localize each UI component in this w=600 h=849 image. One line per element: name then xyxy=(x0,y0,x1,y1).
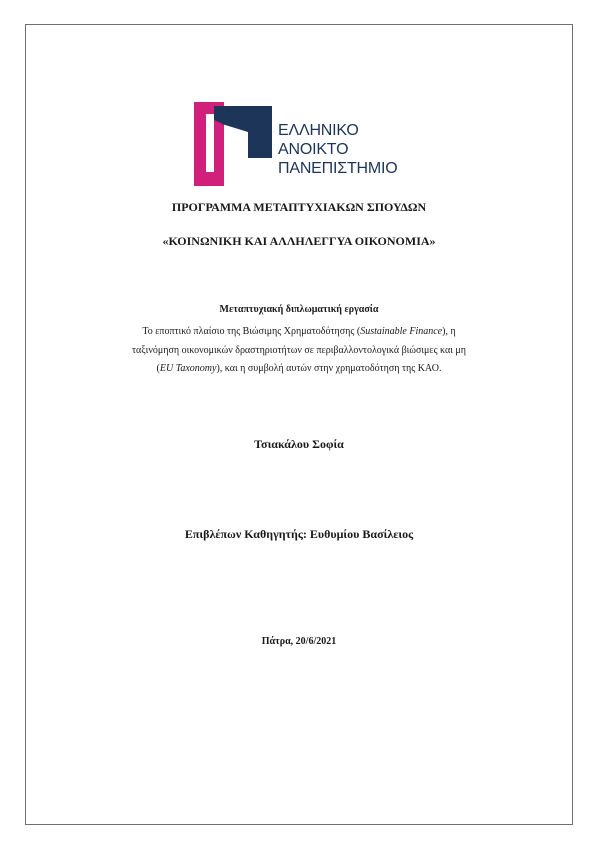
program-name: «ΚΟΙΝΩΝΙΚΗ ΚΑΙ ΑΛΛΗΛΕΓΓΥΑ ΟΙΚΟΝΟΜΙΑ» xyxy=(162,234,436,248)
title-text: Το εποπτικό πλαίσιο της Βιώσιμης Χρηματοδότησης ( xyxy=(142,326,361,337)
logo-line-1: ΕΛΛΗΝΙΚΟ xyxy=(278,122,359,139)
supervisor: Επιβλέπων Καθηγητής: Ευθυμίου Βασίλειος xyxy=(184,527,414,541)
logo-line-3: ΠΑΝΕΠΙΣΤΗΜΙΟ xyxy=(278,160,398,177)
thesis-title-line-1 xyxy=(25,323,573,342)
university-logo xyxy=(192,102,412,186)
thesis-type: Μεταπτυχιακή διπλωματική εργασία xyxy=(219,304,379,315)
title-text: ), και η συμβολή αυτών στην χρηματοδότηση της ΚΑΟ. xyxy=(216,363,442,374)
title-italic-term: EU Taxonomy xyxy=(159,363,217,374)
logo-wordmark xyxy=(278,121,398,178)
thesis-title-line-2: ταξινόμηση οικονομικών δραστηριοτήτων σε περιβαλλοντολογικά βιώσιμες και μη xyxy=(131,344,467,356)
title-italic-term: Sustainable Finance xyxy=(360,326,443,337)
thesis-title-line-3 xyxy=(25,360,573,379)
logo-emblem-icon xyxy=(192,102,276,186)
title-text: ), η xyxy=(442,326,456,337)
thesis-title xyxy=(25,323,573,379)
program-heading: ΠΡΟΓΡΑΜΜΑ ΜΕΤΑΠΤΥΧΙΑΚΩΝ ΣΠΟΥΔΩΝ xyxy=(171,200,427,214)
title-text: ( xyxy=(156,363,160,374)
place-date: Πάτρα, 20/6/2021 xyxy=(261,636,337,647)
author-name: Τσιακάλου Σοφία xyxy=(254,437,344,451)
logo-line-2: ΑΝΟΙΚΤΟ xyxy=(278,141,349,158)
